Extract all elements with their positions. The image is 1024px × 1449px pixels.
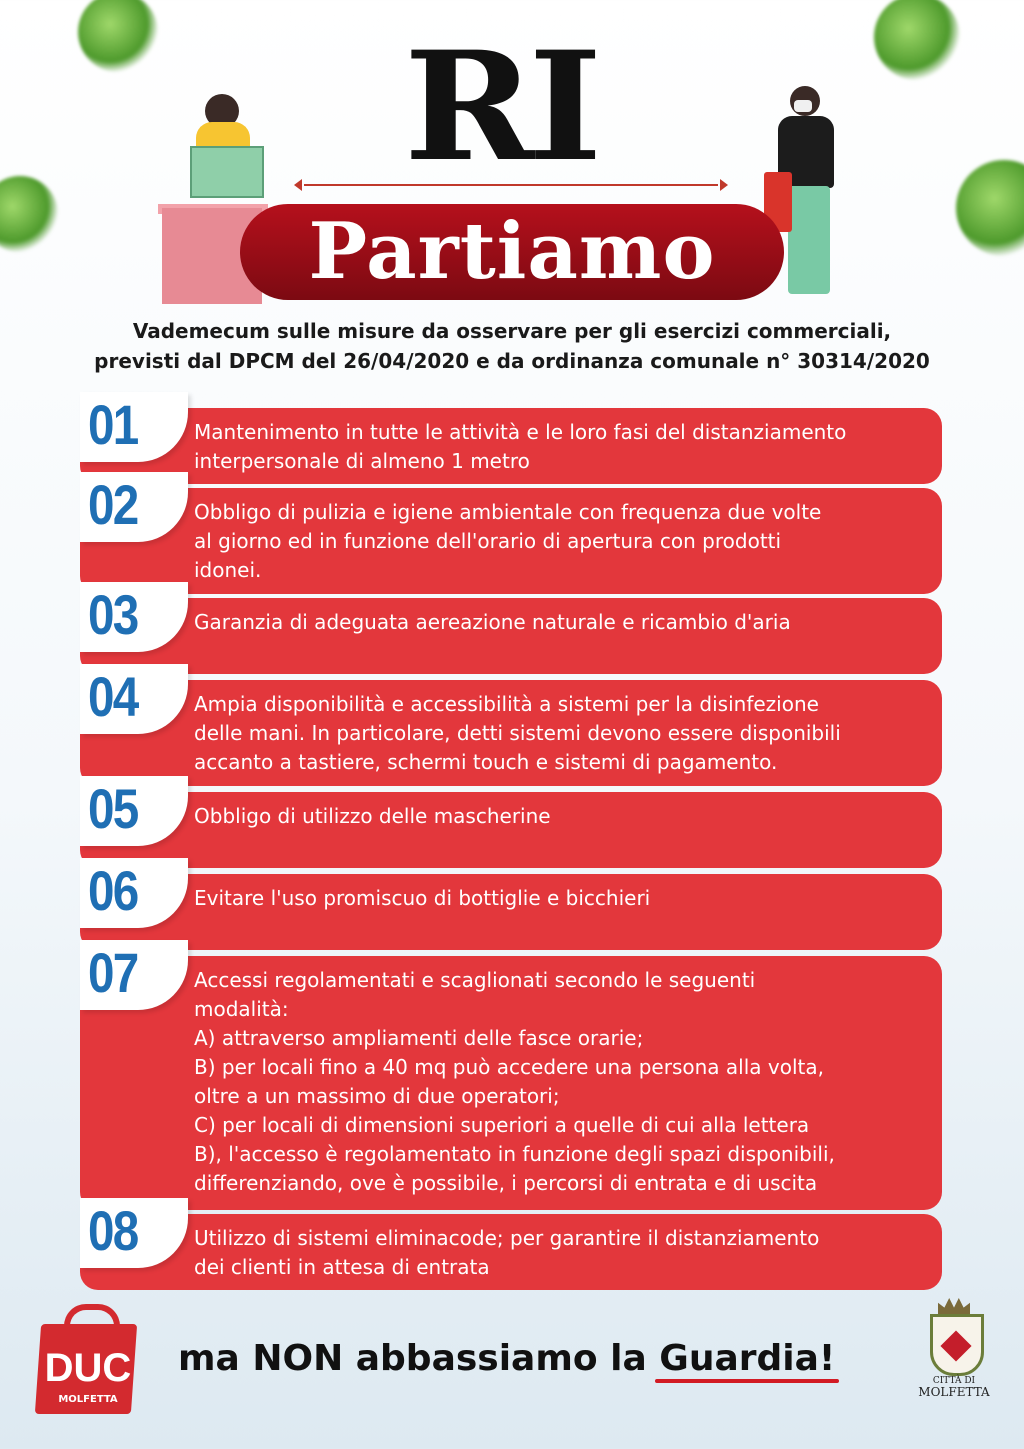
rule-text: Evitare l'uso promiscuo di bottiglie e bicchieri [194,886,651,910]
rule-text: Garanzia di adeguata aereazione naturale e ricambio d'aria [194,610,791,634]
rule-text: Obbligo di pulizia e igiene ambientale con frequenza due volte al giorno ed in funzione dell'orario di apertura con prodotti idonei. [194,500,822,582]
rule-number: 06 [88,859,138,922]
rule-text: Obbligo di utilizzo delle mascherine [194,804,551,828]
subtitle-line-2: previsti dal DPCM del 26/04/2020 e da ordinanza comunale n° 30314/2020 [94,349,930,373]
rule-item-02 [80,472,942,594]
rule-number: 03 [88,583,138,646]
rule-number: 02 [88,473,138,536]
virus-decoration-icon [874,0,960,80]
subtitle-line-1: Vademecum sulle misure da osservare per gli esercizi commerciali, [132,319,892,343]
rule-text: Utilizzo di sistemi eliminacode; per garantire il distanziamento dei clienti in attesa di entrata [194,1226,820,1279]
duc-molfetta-logo [38,1304,138,1416]
crest-label-line-1: CITTÀ DI [932,1376,976,1386]
rule-item-06 [80,858,942,950]
rule-number: 04 [88,665,138,728]
rule-number: 07 [88,941,138,1004]
subtitle [40,316,984,376]
rule-item-05 [80,776,942,868]
shield-icon [930,1314,984,1376]
rule-item-07 [80,940,942,1210]
rule-text: Mantenimento in tutte le attività e le loro fasi del distanziamento interpersonale di almeno 1 metro [194,420,847,473]
virus-decoration-icon [78,0,158,72]
crown-icon [938,1298,970,1314]
monitor-icon [190,146,264,198]
rule-number: 01 [88,393,138,456]
rule-item-04 [80,664,942,786]
title-ri: RI [404,19,596,195]
crest-label [916,1376,992,1400]
virus-decoration-icon [0,176,58,252]
crest-label-line-2: MOLFETTA [918,1385,990,1399]
slogan-highlight: Guardia! [659,1338,836,1379]
molfetta-city-crest [916,1298,992,1418]
slogan-text: ma NON abbassiamo la [178,1338,660,1379]
rule-text: Accessi regolamentati e scaglionati secondo le seguenti modalità: A) attraverso ampliamenti delle fasce orarie; B) per locali fino a 40 mq può accedere una persona alla volta, oltre a un massimo di due operatori; C) per locali di dimensioni superiori a quelle di cui alla lettera B), l'accesso è regolamentato in funzione degli spazi disponibili, differenziando, ove è possibile, i percorsi di entrata e di uscita [194,968,835,1195]
rule-number: 05 [88,777,138,840]
rule-item-08 [80,1198,942,1290]
rule-number: 08 [88,1199,138,1262]
title-partiamo: Partiamo [240,204,784,300]
duc-logo-subtext: MOLFETTA [58,1394,118,1405]
customer-legs-icon [788,186,830,294]
rule-item-03 [80,582,942,674]
rule-text: Ampia disponibilità e accessibilità a sistemi per la disinfezione delle mani. In particolare, detti sistemi devono essere disponibili accanto a tastiere, schermi touch e sistemi di pagamento. [194,692,841,774]
rule-item-01 [80,392,942,484]
face-mask-icon [794,100,812,112]
duc-logo-text: DUC [44,1346,132,1390]
footer-slogan [178,1338,835,1379]
virus-decoration-icon [956,160,1024,256]
